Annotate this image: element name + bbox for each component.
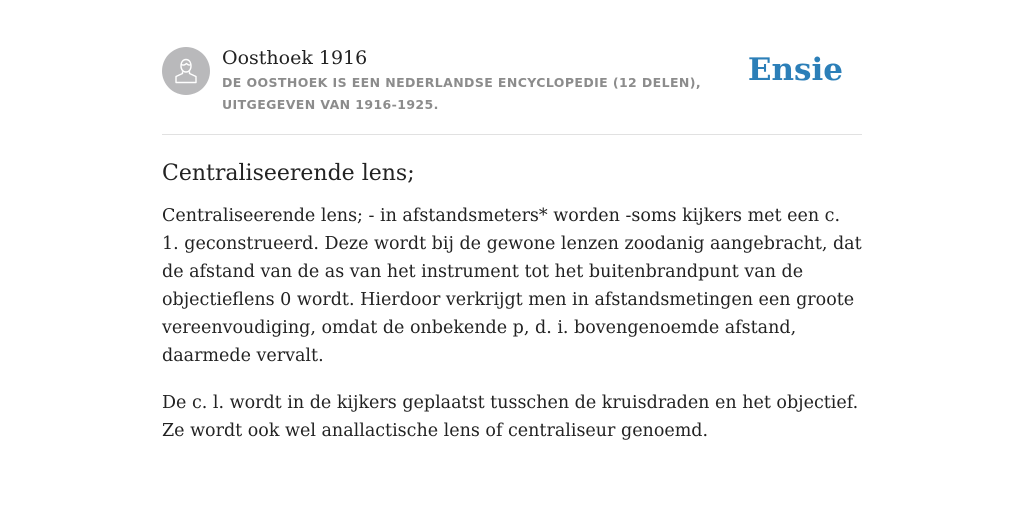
entry-container [162,44,862,445]
entry-title: Centraliseerende lens; [162,161,415,186]
entry-paragraph: Centraliseerende lens; - in afstandsmeters* worden -soms kijkers met een c. 1. geconstrueerd. Deze wordt bij de gewone lenzen zoodanig aangebracht, dat de afstand van de as van het instrument tot het buitenbrandpunt van de objectieflens 0 wordt. Hierdoor verkrijgt men in afstandsmetingen een groote vereenvoudiging, omdat de onbekende p, d. i. bovengenoemde afstand, daarmede vervalt. [162,206,862,366]
entry-body [162,202,862,445]
source-description: DE OOSTHOEK IS EEN NEDERLANDSE ENCYCLOPEDIE (12 DELEN), UITGEGEVEN VAN 1916-1925. [222,75,702,112]
source-avatar[interactable] [162,47,210,95]
ensie-logo[interactable]: Ensie [747,52,843,88]
source-info [222,44,748,116]
source-title[interactable]: Oosthoek 1916 [222,47,368,69]
source-header [162,44,862,135]
entry-paragraph: De c. l. wordt in de kijkers geplaatst tusschen de kruisdraden en het objectief. Ze wordt ook wel anallactische lens of centraliseur genoemd. [162,393,859,441]
user-icon [173,57,199,85]
